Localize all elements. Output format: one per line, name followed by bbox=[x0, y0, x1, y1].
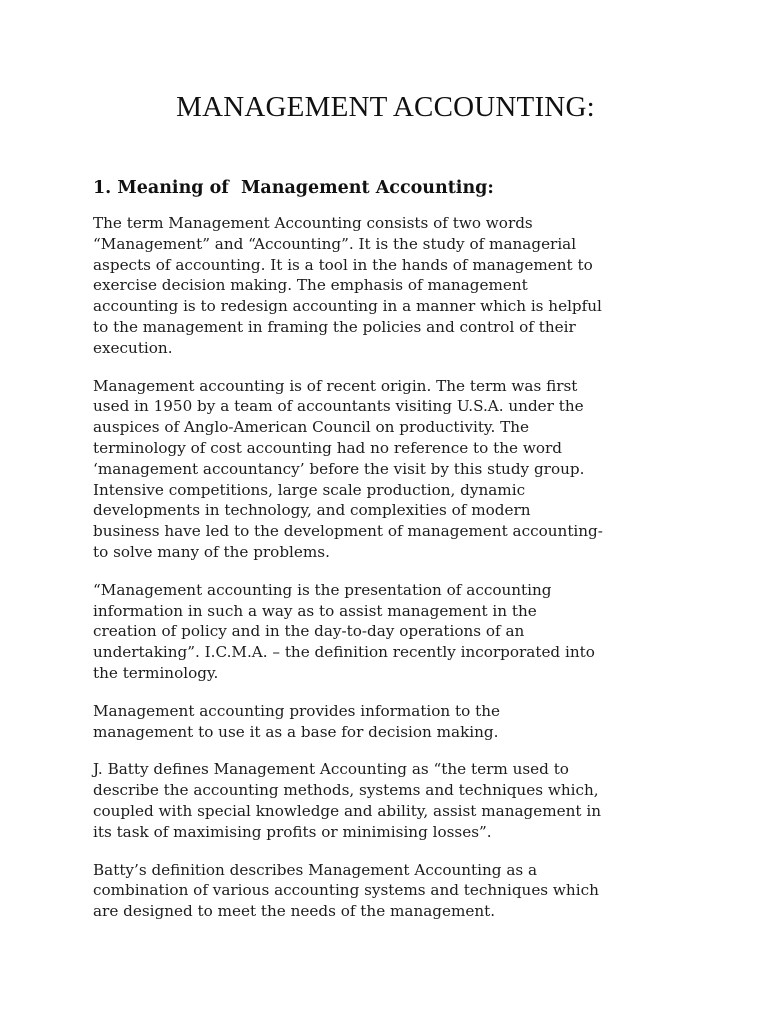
paragraph-line: its task of maximising profits or minimising losses”. bbox=[93, 822, 492, 841]
paragraph-line: management to use it as a base for decision making. bbox=[93, 722, 499, 741]
paragraph-batty-explanation bbox=[93, 860, 678, 922]
paragraph-line: Intensive competitions, large scale production, dynamic bbox=[93, 480, 526, 499]
paragraph-line: describe the accounting methods, systems and techniques which, bbox=[93, 781, 599, 800]
paragraph-information bbox=[93, 701, 678, 743]
paragraph-line: coupled with special knowledge and ability, assist management in bbox=[93, 801, 601, 820]
paragraph-line: J. Batty defines Management Accounting as “the term used to bbox=[93, 760, 569, 779]
paragraph-batty-definition bbox=[93, 759, 678, 842]
paragraph-line: Management accounting provides information to the bbox=[93, 701, 500, 720]
paragraph-line: Management accounting is of recent origin. The term was first bbox=[93, 376, 578, 395]
paragraph-line: to the management in framing the policies and control of their bbox=[93, 317, 576, 336]
document-title: MANAGEMENT ACCOUNTING: bbox=[176, 91, 595, 123]
paragraph-line: undertaking”. I.C.M.A. – the definition recently incorporated into bbox=[93, 643, 595, 662]
paragraph-line: information in such a way as to assist management in the bbox=[93, 601, 537, 620]
paragraph-line: “Management” and “Accounting”. It is the study of managerial bbox=[93, 234, 577, 253]
paragraph-line: execution. bbox=[93, 338, 173, 357]
paragraph-line: exercise decision making. The emphasis of management bbox=[93, 276, 528, 295]
paragraph-line: accounting is to redesign accounting in a manner which is helpful bbox=[93, 297, 602, 316]
paragraph-line: auspices of Anglo-American Council on productivity. The bbox=[93, 418, 530, 437]
paragraph-origin bbox=[93, 376, 678, 563]
paragraph-line: developments in technology, and complexities of modern bbox=[93, 501, 531, 520]
paragraph-meaning bbox=[93, 213, 678, 359]
paragraph-line: The term Management Accounting consists of two words bbox=[93, 214, 533, 232]
paragraph-line: ‘management accountancy’ before the visit by this study group. bbox=[93, 459, 585, 478]
paragraph-line: aspects of accounting. It is a tool in the hands of management to bbox=[93, 255, 593, 274]
document-page bbox=[93, 88, 678, 922]
paragraph-line: the terminology. bbox=[93, 663, 219, 682]
section-heading: 1. Meaning of Management Accounting: bbox=[93, 178, 494, 198]
paragraph-line: terminology of cost accounting had no reference to the word bbox=[93, 438, 562, 457]
paragraph-icma-definition bbox=[93, 580, 678, 684]
paragraph-line: Batty’s definition describes Management Accounting as a bbox=[93, 860, 538, 879]
paragraph-line: are designed to meet the needs of the management. bbox=[93, 902, 496, 921]
paragraph-line: “Management accounting is the presentation of accounting bbox=[93, 580, 552, 599]
paragraph-line: business have led to the development of management accounting- bbox=[93, 522, 603, 541]
paragraph-line: used in 1950 by a team of accountants visiting U.S.A. under the bbox=[93, 397, 584, 416]
paragraph-line: combination of various accounting systems and techniques which bbox=[93, 881, 599, 900]
paragraph-line: creation of policy and in the day-to-day operations of an bbox=[93, 622, 525, 641]
paragraph-line: to solve many of the problems. bbox=[93, 542, 330, 561]
